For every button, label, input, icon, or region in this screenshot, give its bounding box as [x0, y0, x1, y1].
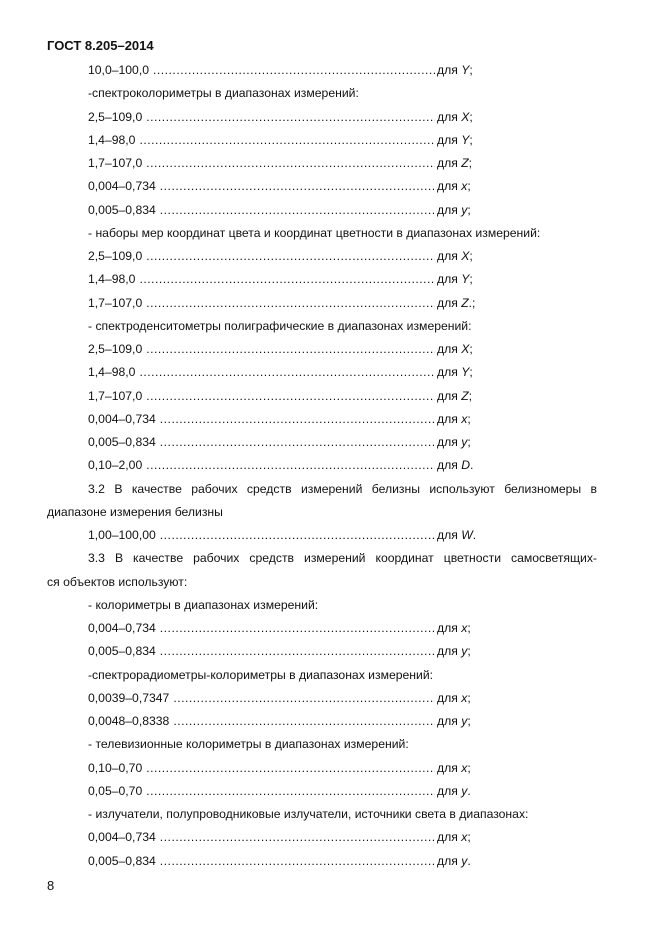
range-value: 0,0048–0,8338 — [88, 714, 170, 728]
variable-symbol: x — [461, 179, 468, 194]
range-value: 1,4–98,0 — [88, 132, 136, 147]
range-value: 2,5–109,0 — [88, 109, 143, 124]
dot-leader — [160, 177, 435, 200]
variable-symbol: Y — [461, 63, 470, 77]
dot-leader — [160, 526, 435, 549]
variable-symbol: y — [461, 714, 468, 728]
variable-symbol: X — [461, 249, 470, 263]
document-body — [47, 61, 597, 875]
range-line: 0,005–0,834 ..... для y; — [47, 201, 437, 224]
range-line: 2,5–109,0 ..... для X; — [47, 340, 437, 363]
paragraph-continuation: ся объектов используют: — [47, 574, 188, 589]
page-number: 8 — [47, 878, 55, 893]
range-value: 0,0039–0,7347 — [88, 690, 170, 705]
range-value: 0,004–0,734 — [88, 411, 156, 426]
range-value: 1,7–107,0 — [88, 388, 143, 403]
dot-leader — [139, 131, 435, 154]
dot-leader — [160, 828, 435, 851]
variable-symbol: y — [461, 783, 468, 798]
range-line: 1,7–107,0 ..... для Z; — [47, 387, 437, 410]
range-line: 0,0048–0,8338 ..... для y; — [47, 712, 437, 735]
range-line: 2,5–109,0 ..... для X; — [47, 108, 437, 131]
range-value: 0,05–0,70 — [88, 783, 143, 798]
range-value: 0,004–0,734 — [88, 179, 156, 194]
range-line: 0,005–0,834 ..... для y; — [47, 433, 437, 456]
list-item: -спектроколориметры в диапазонах измерений: — [88, 86, 359, 101]
variable-symbol: Z — [461, 156, 469, 170]
dot-leader — [153, 61, 435, 84]
range-line: 1,4–98,0 ..... для Y; — [47, 270, 437, 293]
variable-symbol: Y — [461, 132, 470, 147]
dot-leader — [173, 712, 435, 735]
range-value: 1,4–98,0 — [88, 365, 136, 380]
variable-symbol: Y — [461, 272, 470, 287]
dot-leader — [146, 247, 435, 270]
range-line: 0,0039–0,7347 ..... для x; — [47, 689, 437, 712]
range-value: 2,5–109,0 — [88, 249, 143, 263]
range-line: 0,004–0,734 ..... для x; — [47, 619, 437, 642]
dot-leader — [146, 759, 435, 782]
paragraph-line: 3.2 В качестве рабочих средств измерений белизны используют белизномеры в — [88, 481, 597, 496]
dot-leader — [139, 270, 435, 293]
dot-leader — [160, 852, 435, 875]
variable-symbol: x — [461, 760, 468, 775]
range-line: 2,5–109,0 ..... для X; — [47, 247, 437, 270]
range-line: 1,4–98,0 ..... для Y; — [47, 363, 437, 386]
variable-symbol: X — [461, 109, 470, 124]
variable-symbol: X — [461, 342, 470, 356]
list-item: - телевизионные колориметры в диапазонах измерений: — [88, 737, 409, 752]
list-item: - спектроденситометры полиграфические в диапазонах измерений: — [88, 318, 472, 333]
list-item: - колориметры в диапазонах измерений: — [88, 597, 319, 612]
variable-symbol: y — [461, 202, 468, 217]
range-value: 0,004–0,734 — [88, 830, 156, 845]
paragraph-line: 3.3 В качестве рабочих средств измерений координат цветности самосветящих- — [88, 551, 597, 566]
dot-leader — [160, 619, 435, 642]
dot-leader — [173, 689, 435, 712]
variable-symbol: Y — [461, 365, 470, 380]
range-line: 0,005–0,834 ..... для y. — [47, 852, 437, 875]
variable-symbol: x — [461, 690, 468, 705]
dot-leader — [146, 108, 435, 131]
list-item: - излучатели, полупроводниковые излучатели, источники света в диапазонах: — [88, 807, 529, 821]
document-header: ГОСТ 8.205–2014 — [47, 38, 154, 53]
range-line: 1,4–98,0 ..... для Y; — [47, 131, 437, 154]
dot-leader — [146, 340, 435, 363]
paragraph-continuation: диапазоне измерения белизны — [47, 504, 223, 519]
range-value: 0,005–0,834 — [88, 853, 156, 868]
dot-leader — [146, 387, 435, 410]
range-line: 0,004–0,734 ..... для x; — [47, 410, 437, 433]
list-item: -спектрорадиометры-колориметры в диапазонах измерений: — [88, 667, 434, 682]
variable-symbol: Z — [461, 295, 469, 310]
range-value: 0,005–0,834 — [88, 435, 156, 449]
variable-symbol: W — [461, 528, 473, 542]
dot-leader — [160, 201, 435, 224]
variable-symbol: x — [461, 621, 468, 635]
range-line: 0,005–0,834 ..... для y; — [47, 642, 437, 665]
range-line: 1,00–100,00 ..... для W. — [47, 526, 437, 549]
range-value: 10,0–100,0 — [88, 63, 149, 77]
range-value: 0,10–0,70 — [88, 760, 143, 775]
variable-symbol: y — [461, 853, 468, 868]
variable-symbol: D — [461, 458, 471, 473]
list-item: - наборы мер координат цвета и координат цветности в диапазонах измерений: — [88, 225, 541, 240]
variable-symbol: y — [461, 435, 468, 449]
dot-leader — [146, 782, 435, 805]
dot-leader — [160, 642, 435, 665]
range-value: 2,5–109,0 — [88, 342, 143, 356]
range-value: 1,4–98,0 — [88, 272, 136, 287]
dot-leader — [160, 433, 435, 456]
range-value: 0,005–0,834 — [88, 202, 156, 217]
range-line: 0,004–0,734 ..... для x; — [47, 828, 437, 851]
dot-leader — [146, 294, 435, 317]
range-line: 10,0–100,0 ..... для Y; — [47, 61, 437, 84]
range-line: 1,7–107,0 ..... для Z.; — [47, 294, 437, 317]
range-value: 0,005–0,834 — [88, 644, 156, 659]
range-value: 1,7–107,0 — [88, 156, 143, 170]
range-value: 1,7–107,0 — [88, 295, 143, 310]
range-value: 1,00–100,00 — [88, 528, 156, 542]
dot-leader — [146, 154, 435, 177]
variable-symbol: y — [461, 644, 468, 659]
range-line: 0,10–2,00 ..... для D. — [47, 456, 437, 479]
dot-leader — [139, 363, 435, 386]
range-line: 0,05–0,70 ..... для y. — [47, 782, 437, 805]
variable-symbol: x — [461, 411, 468, 426]
range-line: 0,004–0,734 ..... для x; — [47, 177, 437, 200]
variable-symbol: x — [461, 830, 468, 845]
range-value: 0,10–2,00 — [88, 458, 143, 473]
range-value: 0,004–0,734 — [88, 621, 156, 635]
dot-leader — [160, 410, 435, 433]
variable-symbol: Z — [461, 388, 469, 403]
range-line: 1,7–107,0 ..... для Z; — [47, 154, 437, 177]
range-line: 0,10–0,70 ..... для x; — [47, 759, 437, 782]
dot-leader — [146, 456, 435, 479]
